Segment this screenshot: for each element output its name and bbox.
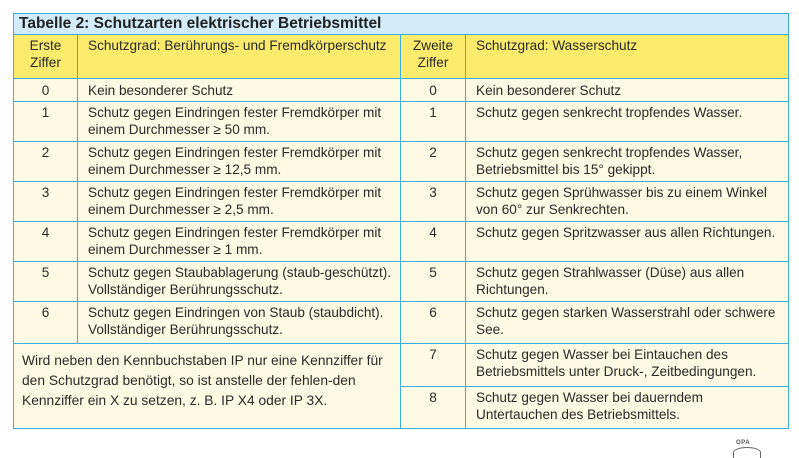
first-desc-cell: Schutz gegen Staubablagerung (staub-geschützt). Vollständiger Berührungsschutz. — [78, 262, 401, 302]
header-second-desc: Schutzgrad: Wasserschutz — [466, 35, 788, 79]
protection-classes-table — [13, 13, 789, 429]
first-desc-cell: Schutz gegen Eindringen von Staub (staubdicht). Vollständiger Berührungsschutz. — [78, 302, 401, 344]
second-desc-cell: Kein besonderer Schutz — [466, 79, 788, 102]
second-desc-cell: Schutz gegen senkrecht tropfendes Wasser, Betriebsmittel bis 15° gekippt. — [466, 142, 788, 182]
first-digit-cell: 6 — [14, 302, 78, 344]
second-desc-cell: Schutz gegen Sprühwasser bis zu einem Winkel von 60° zur Senkrechten. — [466, 182, 788, 222]
second-desc-cell: Schutz gegen Strahlwasser (Düse) aus allen Richtungen. — [466, 262, 788, 302]
first-digit-cell: 5 — [14, 262, 78, 302]
first-digit-cell: 2 — [14, 142, 78, 182]
second-digit-cell: 0 — [401, 79, 466, 102]
first-desc-cell: Schutz gegen Eindringen fester Fremdkörper mit einem Durchmesser ≥ 12,5 mm. — [78, 142, 401, 182]
first-desc-cell: Schutz gegen Eindringen fester Fremdkörper mit einem Durchmesser ≥ 2,5 mm. — [78, 182, 401, 222]
first-desc-cell: Schutz gegen Eindringen fester Fremdkörper mit einem Durchmesser ≥ 50 mm. — [78, 102, 401, 142]
first-digit-cell: 4 — [14, 222, 78, 262]
second-digit-cell: 6 — [401, 302, 466, 344]
first-desc-cell: Kein besonderer Schutz — [78, 79, 401, 102]
second-digit-cell: 2 — [401, 142, 466, 182]
first-desc-cell: Schutz gegen Eindringen fester Fremdkörper mit einem Durchmesser ≥ 1 mm. — [78, 222, 401, 262]
ip-note: Wird neben den Kennbuchstaben IP nur eine Kennziffer für den Schutzgrad benötigt, so ist anstelle der fehlen-den Kennziffer ein X zu setzen, z. B. IP X4 oder IP 3X. — [14, 344, 401, 428]
second-digit-cell: 1 — [401, 102, 466, 142]
second-desc-cell: Schutz gegen senkrecht tropfendes Wasser. — [466, 102, 788, 142]
second-desc-cell: Schutz gegen Wasser bei Eintauchen des Betriebsmittels unter Druck-, Zeitbedingungen. — [466, 344, 788, 387]
second-digit-cell: 4 — [401, 222, 466, 262]
table-grid — [14, 35, 788, 428]
publisher-logo: OPA — [736, 440, 751, 446]
second-digit-cell: 3 — [401, 182, 466, 222]
second-desc-cell: Schutz gegen Wasser bei dauerndem Untertauchen des Betriebsmittels. — [476, 390, 703, 422]
second-desc-cell: Schutz gegen starken Wasserstrahl oder schwere See. — [466, 302, 788, 344]
header-second-digit: Zweite Ziffer — [401, 35, 466, 79]
second-digit-cell: 8 — [401, 387, 466, 428]
first-digit-cell: 0 — [14, 79, 78, 102]
header-first-desc: Schutzgrad: Berührungs- und Fremdkörperschutz — [78, 35, 401, 79]
header-first-digit: Erste Ziffer — [14, 35, 78, 79]
second-desc-cell: Schutz gegen Spritzwasser aus allen Richtungen. — [466, 222, 788, 262]
second-digit-cell: 7 — [401, 344, 466, 387]
first-digit-cell: 1 — [14, 102, 78, 142]
first-digit-cell: 3 — [14, 182, 78, 222]
second-digit-cell: 5 — [401, 262, 466, 302]
table-title: Tabelle 2: Schutzarten elektrischer Betriebsmittel — [14, 14, 788, 35]
